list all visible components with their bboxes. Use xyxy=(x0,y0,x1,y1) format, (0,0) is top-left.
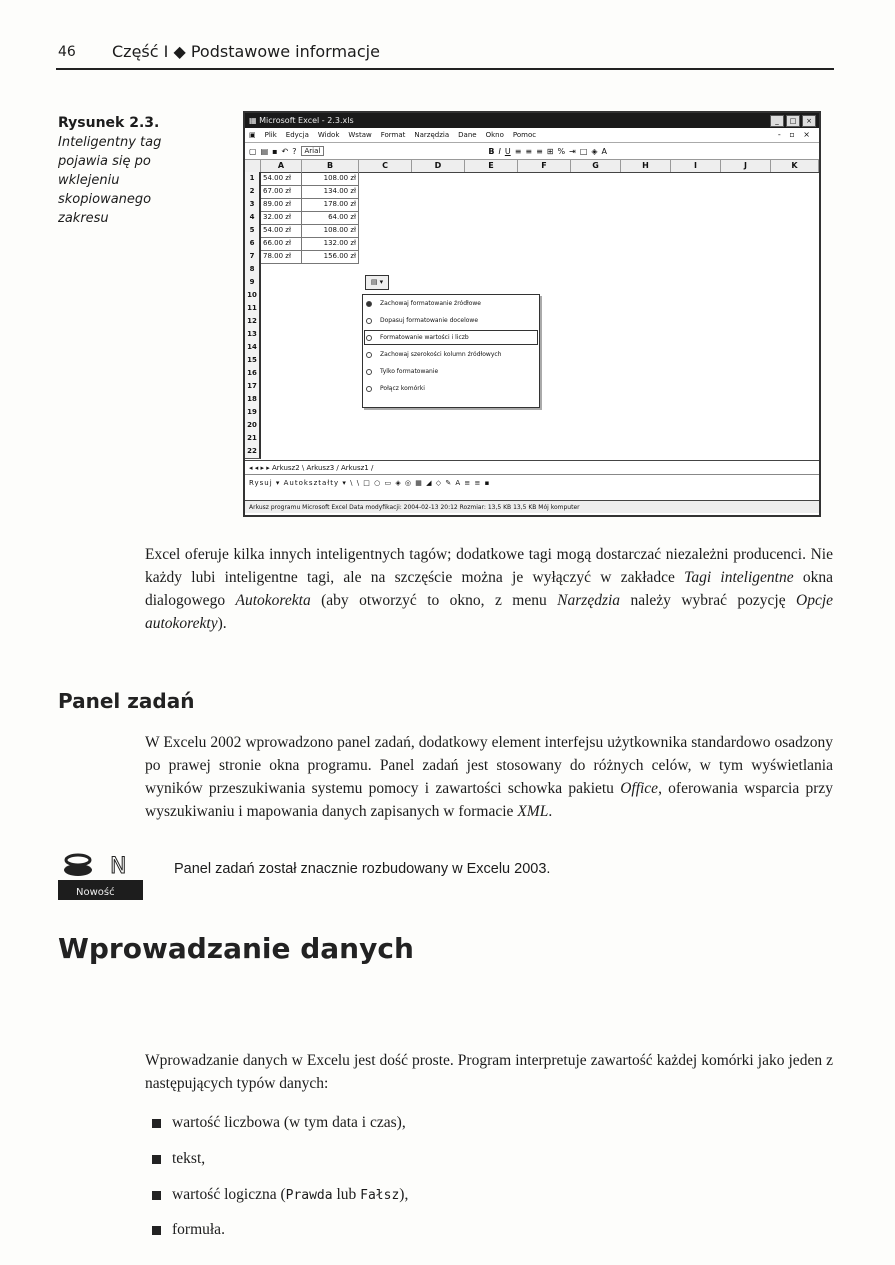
cell-b: 156.00 zł xyxy=(302,250,359,264)
cell-b: 178.00 zł xyxy=(302,198,359,212)
drawing-shapes-icon: \ \ □ ○ ▭ ◈ ◎ ▦ ◢ ◇ ✎ A ≡ ≡ ▪ xyxy=(350,479,491,487)
cell-a: 78.00 zł xyxy=(261,250,302,264)
radio-icon xyxy=(366,335,372,341)
menu-file: Plik xyxy=(264,131,277,139)
excel-menu-bar xyxy=(245,128,819,143)
figure-caption xyxy=(58,114,198,228)
align-left-icon: ≡ xyxy=(514,146,522,156)
row-header: 15 xyxy=(245,354,261,368)
minimize-icon: _ xyxy=(770,115,784,127)
column-header: K xyxy=(771,160,819,172)
drawing-toolbar xyxy=(245,474,819,490)
column-header: A xyxy=(261,160,302,172)
sheet-tabs xyxy=(245,460,819,474)
paste-option: Zachowaj formatowanie źródłowe xyxy=(363,295,539,312)
row-header: 10 xyxy=(245,289,261,303)
row-header: 7 xyxy=(245,250,261,264)
fill-color-icon: ◈ xyxy=(591,146,598,156)
align-right-icon: ≡ xyxy=(536,146,543,156)
paste-option-selected: Formatowanie wartości i liczb xyxy=(363,329,539,346)
row-header: 5 xyxy=(245,224,261,238)
row-header: 8 xyxy=(245,263,261,277)
column-header: F xyxy=(518,160,571,172)
excel-doc-icon: ▣ xyxy=(249,131,256,139)
column-header: G xyxy=(571,160,621,172)
status-bar: Arkusz programu Microsoft Excel Data modyfikacji: 2004-02-13 20:12 Rozmiar: 13,5 KB 13,5 KB Mój komputer xyxy=(245,500,819,513)
sheet-nav-icon: ◂ ◂ ▸ ▸ xyxy=(249,464,272,472)
column-header: B xyxy=(302,160,359,172)
excel-title: Microsoft Excel - 2.3.xls xyxy=(259,116,354,125)
menu-format: Format xyxy=(380,131,406,139)
menu-insert: Wstaw xyxy=(348,131,372,139)
section-heading-data-entry: Wprowadzanie danych xyxy=(58,932,414,965)
new-badge-label: Nowość xyxy=(76,887,115,898)
bullet-icon xyxy=(152,1155,161,1164)
cell-a: 89.00 zł xyxy=(261,198,302,212)
excel-title-bar xyxy=(245,113,819,128)
page-number: 46 xyxy=(58,44,76,60)
sheet-tab-names: Arkusz2 \ Arkusz3 / Arkusz1 / xyxy=(271,464,374,472)
list-item: formuła. xyxy=(152,1221,225,1239)
radio-icon xyxy=(366,352,372,358)
column-header: D xyxy=(412,160,465,172)
row-header: 19 xyxy=(245,406,261,420)
font-name-box: Arial xyxy=(301,146,325,156)
running-header: Część I ◆ Podstawowe informacje xyxy=(112,42,380,61)
section-heading-task-pane: Panel zadań xyxy=(58,689,195,713)
cell-b: 64.00 zł xyxy=(302,211,359,225)
menu-data: Dane xyxy=(458,131,477,139)
font-color-icon: A xyxy=(601,146,608,156)
excel-toolbar xyxy=(245,143,819,160)
cell-a: 66.00 zł xyxy=(261,237,302,251)
column-header: C xyxy=(359,160,412,172)
svg-text:N: N xyxy=(110,854,127,879)
row-header: 6 xyxy=(245,237,261,251)
borders-icon: □ xyxy=(579,146,588,156)
cell-a: 54.00 zł xyxy=(261,224,302,238)
new-feature-icon xyxy=(58,849,143,901)
new-file-icon: ▢ xyxy=(249,146,257,156)
excel-screenshot xyxy=(243,111,821,517)
excel-app-icon: ▦ xyxy=(249,116,260,125)
figure-label: Rysunek 2.3. xyxy=(58,115,160,131)
close-icon: × xyxy=(802,115,816,127)
cell-b: 108.00 zł xyxy=(302,172,359,186)
undo-icon: ↶ xyxy=(281,146,289,156)
menu-window-controls: - ▫ × xyxy=(777,130,813,139)
open-icon: ▤ xyxy=(260,146,269,156)
cell-a: 67.00 zł xyxy=(261,185,302,199)
column-header: I xyxy=(671,160,721,172)
paste-option: Tylko formatowanie xyxy=(363,363,539,380)
menu-window: Okno xyxy=(485,131,504,139)
radio-icon xyxy=(366,318,372,324)
underline-icon: U xyxy=(504,146,511,156)
paragraph-smart-tags: Excel oferuje kilka innych inteligentnych tagów; dodatkowe tagi mogą dostarczać niezależni producenci. Nie każdy lubi inteligentne tagi, ale na szczęście można je wyłączyć w zakładce Tagi inteligentne okna dialogowego Autokorekta (aby otworzyć to okno, z menu Narzędzia należy wybrać pozycję Opcje autokorekty). xyxy=(145,546,834,632)
row-header: 17 xyxy=(245,380,261,394)
menu-edit: Edycja xyxy=(285,131,309,139)
bullet-icon xyxy=(152,1226,161,1235)
menu-help: Pomoc xyxy=(512,131,537,139)
figure-description: Inteligentny tag pojawia się po wklejeniu skopiowanego zakresu xyxy=(58,135,162,226)
maximize-icon: □ xyxy=(786,115,800,127)
bullet-icon xyxy=(152,1191,161,1200)
cell-a: 54.00 zł xyxy=(261,172,302,186)
cell-b: 132.00 zł xyxy=(302,237,359,251)
drawing-label: Rysuj ▾ Autokształty ▾ xyxy=(249,479,347,487)
row-header: 18 xyxy=(245,393,261,407)
menu-tools: Narzędzia xyxy=(414,131,450,139)
corner-cell xyxy=(245,160,261,172)
radio-icon xyxy=(366,301,372,307)
merge-icon: ⊞ xyxy=(546,146,554,156)
row-header: 21 xyxy=(245,432,261,446)
menu-view: Widok xyxy=(317,131,340,139)
bullet-icon xyxy=(152,1119,161,1128)
cell-a: 32.00 zł xyxy=(261,211,302,225)
paragraph-data-entry: Wprowadzanie danych w Excelu jest dość proste. Program interpretuje zawartość każdej komórki jako jeden z następujących typów danych: xyxy=(145,1052,833,1092)
note-text: Panel zadań został znacznie rozbudowany w Excelu 2003. xyxy=(174,861,551,877)
row-header: 12 xyxy=(245,315,261,329)
list-item: wartość liczbowa (w tym data i czas), xyxy=(152,1114,406,1132)
row-header: 1 xyxy=(245,172,261,186)
radio-icon xyxy=(366,386,372,392)
column-header: E xyxy=(465,160,518,172)
row-header: 3 xyxy=(245,198,261,212)
row-header: 22 xyxy=(245,445,261,459)
cell-b: 134.00 zł xyxy=(302,185,359,199)
header-rule xyxy=(56,68,834,70)
save-icon: ▪ xyxy=(272,146,278,156)
italic-icon: I xyxy=(498,146,501,156)
list-item: tekst, xyxy=(152,1150,205,1168)
cell-b: 108.00 zł xyxy=(302,224,359,238)
row-header: 13 xyxy=(245,328,261,342)
column-header: J xyxy=(721,160,771,172)
radio-icon xyxy=(366,369,372,375)
row-header: 4 xyxy=(245,211,261,225)
paste-option: Zachowaj szerokości kolumn źródłowych xyxy=(363,346,539,363)
row-header: 2 xyxy=(245,185,261,199)
row-header: 9 xyxy=(245,276,261,290)
bold-icon: B xyxy=(488,146,495,156)
list-item: wartość logiczna ( Prawda lub Fałsz ), xyxy=(152,1186,408,1204)
paste-option: Połącz komórki xyxy=(363,380,539,397)
paste-options-menu xyxy=(362,294,540,408)
row-header: 16 xyxy=(245,367,261,381)
align-center-icon: ≡ xyxy=(525,146,533,156)
indent-icon: ⇥ xyxy=(569,146,576,156)
currency-icon: % xyxy=(557,146,566,156)
row-header: 20 xyxy=(245,419,261,433)
paste-options-tag: ▤ ▾ xyxy=(365,275,389,290)
row-header: 14 xyxy=(245,341,261,355)
row-header: 11 xyxy=(245,302,261,316)
help-icon: ? xyxy=(292,146,297,156)
paste-option: Dopasuj formatowanie docelowe xyxy=(363,312,539,329)
column-header: H xyxy=(621,160,671,172)
paragraph-task-pane: W Excelu 2002 wprowadzono panel zadań, dodatkowy element interfejsu użytkownika standardowo osadzony po prawej stronie okna programu. Panel zadań jest stosowany do różnych celów, w tym wyświetlania wyników przeszukiwania systemu pomocy i zawartości schowka pakietu Office, oferowania wsparcia przy wyszukiwaniu i mapowania danych zapisanych w formacie XML. xyxy=(145,734,833,820)
excel-grid xyxy=(245,160,819,460)
